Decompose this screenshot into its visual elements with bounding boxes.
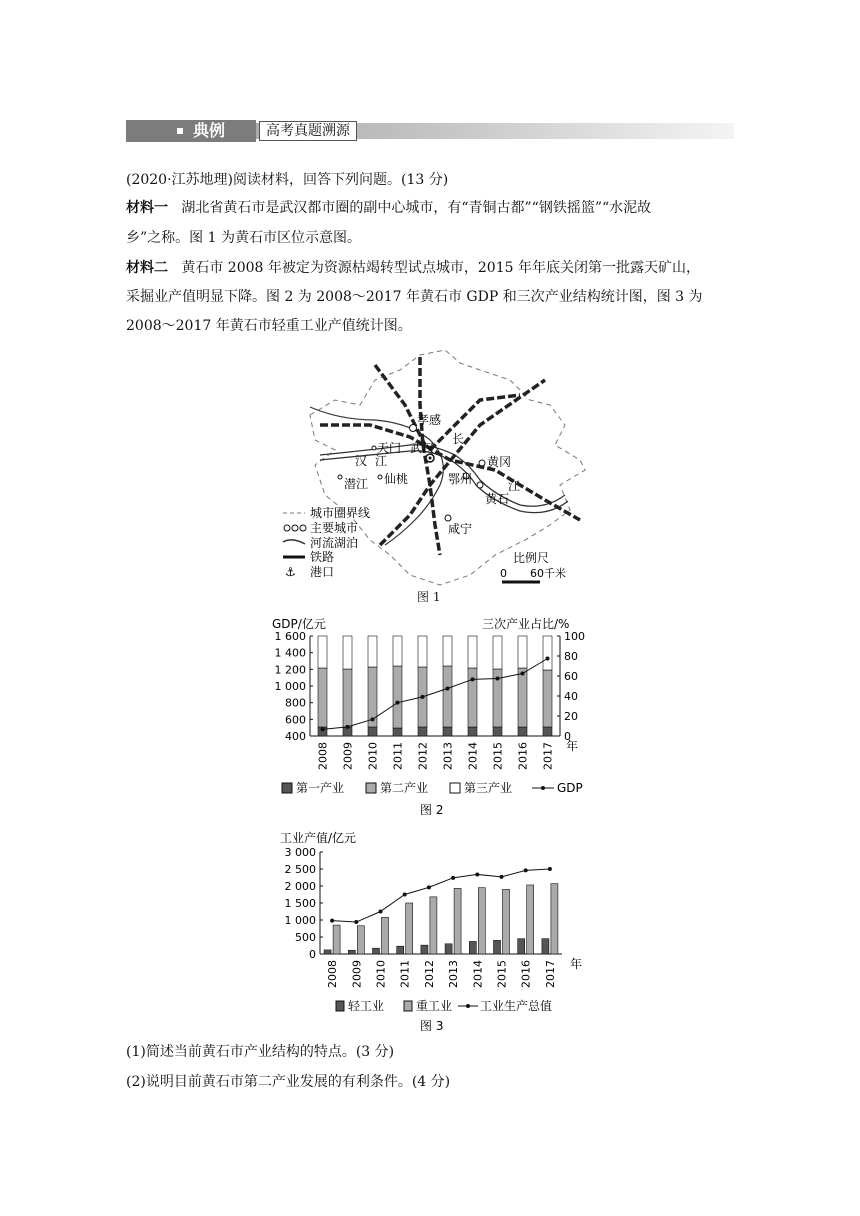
total-point [403,893,407,897]
gdp-point [371,717,375,721]
x-unit-label: 年 [566,739,579,753]
total-point [354,920,358,924]
bar-primary [418,727,427,736]
total-line [332,869,550,922]
bar-light [542,939,549,954]
bar-heavy [382,917,389,954]
y2-tick-label: 40 [564,690,578,703]
legend-item: 港口 [310,565,335,579]
place-label: 汉 [355,454,368,468]
x-tick-label: 2015 [491,742,505,770]
material1-text1: 湖北省黄石市是武汉都市圈的副中心城市，有“青铜古都”“钢铁摇篮”“水泥故 [181,200,652,216]
bar-light [373,948,380,954]
y-tick-label: 1 600 [274,630,306,643]
material1-line1 [126,198,651,218]
bar-secondary [518,668,527,727]
total-point [500,875,504,879]
legend-point [541,786,545,790]
bar-tertiary [343,636,352,669]
gdp-point [471,677,475,681]
bar-heavy [478,888,485,954]
bar-light [348,950,355,954]
y-tick-label: 400 [285,730,306,743]
material2-line2: 采掘业产值明显下降。图 2 为 2008～2017 年黄石市 GDP 和三次产业结构统计图，图 3 为 [126,289,703,305]
legend-item: 主要城市 [310,521,359,535]
legend-item: 河流湖泊 [310,536,359,550]
y-tick-label: 1 000 [284,914,316,927]
question-1: (1)简述当前黄石市产业结构的特点。(3 分) [126,1044,395,1060]
x-tick-label: 2014 [466,742,480,770]
y-tick-label: 1 400 [274,646,306,660]
x-tick-label: 2015 [495,960,509,988]
x-tick-label: 2011 [391,742,405,770]
total-point [548,867,552,871]
legend-label: 轻工业 [348,999,385,1013]
y-tick-label: 2 000 [284,880,316,893]
y-tick-label: 0 [309,948,316,961]
bar-secondary [343,669,352,727]
y-tick-label: 600 [285,713,306,727]
gdp-point [396,701,400,705]
city-marker [378,475,382,479]
railway [430,395,520,450]
material2-text1: 黄石市 2008 年被定为资源枯竭转型试点城市，2015 年年底关闭第一批露天矿山， [181,260,700,276]
gdp-line [323,659,548,730]
place-label: 武汉 [410,441,435,455]
bar-light [324,950,331,954]
bar-heavy [454,888,461,954]
bar-secondary [393,666,402,728]
bar-primary [518,727,527,736]
banner-tag-bg [126,120,256,142]
total-point [451,876,455,880]
place-label: 孝感 [417,413,442,427]
intro-text: (2020·江苏地理)阅读材料，回答下列问题。(13 分) [126,172,449,188]
x-tick-label: 2011 [398,960,412,988]
legend-label: GDP [557,781,583,795]
x-tick-label: 2008 [326,960,340,988]
gdp-structure-chart [270,612,600,820]
y2-tick-label: 100 [564,630,585,643]
scale-zero: 0 [500,567,507,580]
y-tick-label: 1 200 [274,663,306,677]
bar-primary [443,727,452,736]
y-tick-label: 2 500 [284,863,316,876]
gdp-point [346,725,350,729]
bar-primary [493,727,502,736]
bar-light [494,940,501,954]
legend-item: 城市圈界线 [310,506,371,520]
legend-label: 第一产业 [296,781,345,795]
city-marker [445,515,451,521]
figure1-caption: 图 1 [417,590,441,604]
bar-light [469,941,476,954]
total-point [379,910,383,914]
section-banner [126,120,734,142]
gdp-point [546,657,550,661]
bar-tertiary [443,636,452,666]
place-label: 黄冈 [487,455,512,469]
bar-secondary [468,668,477,727]
legend-item: 铁路 [310,550,335,564]
bar-primary [393,728,402,736]
y-axis-title: GDP/亿元 [272,617,326,631]
bar-primary [468,727,477,736]
y-tick-label: 500 [295,931,316,944]
x-tick-label: 2012 [422,960,436,988]
x-tick-label: 2010 [374,960,388,988]
bar-tertiary [543,636,552,670]
x-tick-label: 2012 [416,742,430,770]
place-label: 咸宁 [448,522,473,536]
place-label: 仙桃 [384,472,409,486]
scale-value: 60千米 [530,567,566,580]
river [385,440,443,545]
bar-secondary [543,670,552,727]
place-label: 江 [508,479,521,493]
bar-tertiary [468,636,477,668]
bar-primary [543,727,552,736]
figure-caption: 图 2 [420,803,444,817]
place-label: 黄石 [485,492,510,506]
legend-swatch [336,1001,344,1011]
x-tick-label: 2008 [316,742,330,770]
gdp-point [321,727,325,731]
bar-tertiary [393,636,402,666]
place-label: 长 [452,432,465,446]
bar-tertiary [518,636,527,668]
scale-title: 比例尺 [513,551,550,565]
gdp-point [496,677,500,681]
x-tick-label: 2010 [366,742,380,770]
city-marker [338,475,342,479]
bar-secondary [443,666,452,727]
bar-primary [368,727,377,736]
bar-tertiary [418,636,427,667]
x-tick-label: 2017 [543,960,557,988]
city-marker [477,482,483,488]
bar-heavy [333,925,340,954]
y2-tick-label: 20 [564,710,578,723]
x-tick-label: 2013 [441,742,455,770]
city-marker [410,425,417,432]
total-point [475,872,479,876]
bar-tertiary [493,636,502,669]
y-axis-title: 工业产值/亿元 [280,831,357,845]
bar-light [445,944,452,954]
question-2: (2)说明目前黄石市第二产业发展的有利条件。(4 分) [126,1074,451,1090]
bar-secondary [318,668,327,727]
x-tick-label: 2009 [341,742,355,770]
x-tick-label: 2017 [541,742,555,770]
legend-swatch [366,783,376,793]
total-point [524,868,528,872]
y2-tick-label: 60 [564,670,578,683]
legend-label: 重工业 [416,999,453,1013]
material2-line1 [126,258,700,278]
legend-swatch [282,783,292,793]
y-tick-label: 1 500 [284,897,316,910]
location-map [280,345,600,595]
bar-tertiary [368,636,377,667]
banner-tag: 典例 [193,121,226,140]
y2-tick-label: 0 [564,730,571,743]
legend-label: 第三产业 [464,781,513,795]
gdp-point [446,687,450,691]
legend-point [466,1004,470,1008]
bar-heavy [430,897,437,954]
legend-swatch [404,1001,412,1011]
total-point [427,885,431,889]
legend-label: 第二产业 [380,781,429,795]
x-tick-label: 2014 [471,960,485,988]
y-tick-label: 3 000 [284,846,316,859]
legend-swatch [450,783,460,793]
x-tick-label: 2009 [350,960,364,988]
city-marker [372,446,376,450]
y2-axis-title: 三次产业占比/% [482,617,570,631]
bar-heavy [406,903,413,954]
x-tick-label: 2016 [519,960,533,988]
bar-light [397,946,404,954]
place-label: 鄂州 [448,472,473,486]
gdp-point [421,695,425,699]
material1-label: 材料一 [126,200,168,216]
legend-label: 工业生产总值 [480,999,553,1013]
anchor-icon: ⚓ [285,565,296,579]
y-tick-label: 800 [285,696,306,710]
bar-tertiary [318,636,327,668]
material1-line2: 乡”之称。图 1 为黄石市区位示意图。 [126,230,361,246]
y-tick-label: 1 000 [274,680,306,693]
figure-caption: 图 3 [420,1019,444,1033]
gdp-point [521,672,525,676]
bar-heavy [503,889,510,954]
place-label: 潜江 [344,477,369,491]
city-marker [479,460,485,466]
place-label: 天门 [377,441,402,455]
x-tick-label: 2016 [516,742,530,770]
material2-label: 材料二 [126,260,168,276]
bar-light [518,939,525,954]
bar-heavy [551,884,558,954]
bar-heavy [357,926,364,954]
material2-line3: 2008～2017 年黄石市轻重工业产值统计图。 [126,318,412,334]
x-tick-label: 2013 [447,960,461,988]
square-bullet-icon [177,128,183,134]
x-unit-label: 年 [570,957,583,971]
bar-light [421,945,428,954]
industry-output-chart [270,826,600,1034]
total-point [330,919,334,923]
bar-heavy [527,885,534,954]
y2-tick-label: 80 [564,650,578,663]
banner-label: 高考真题溯源 [259,121,357,141]
place-label: 江 [375,454,388,468]
city-marker [429,457,432,460]
